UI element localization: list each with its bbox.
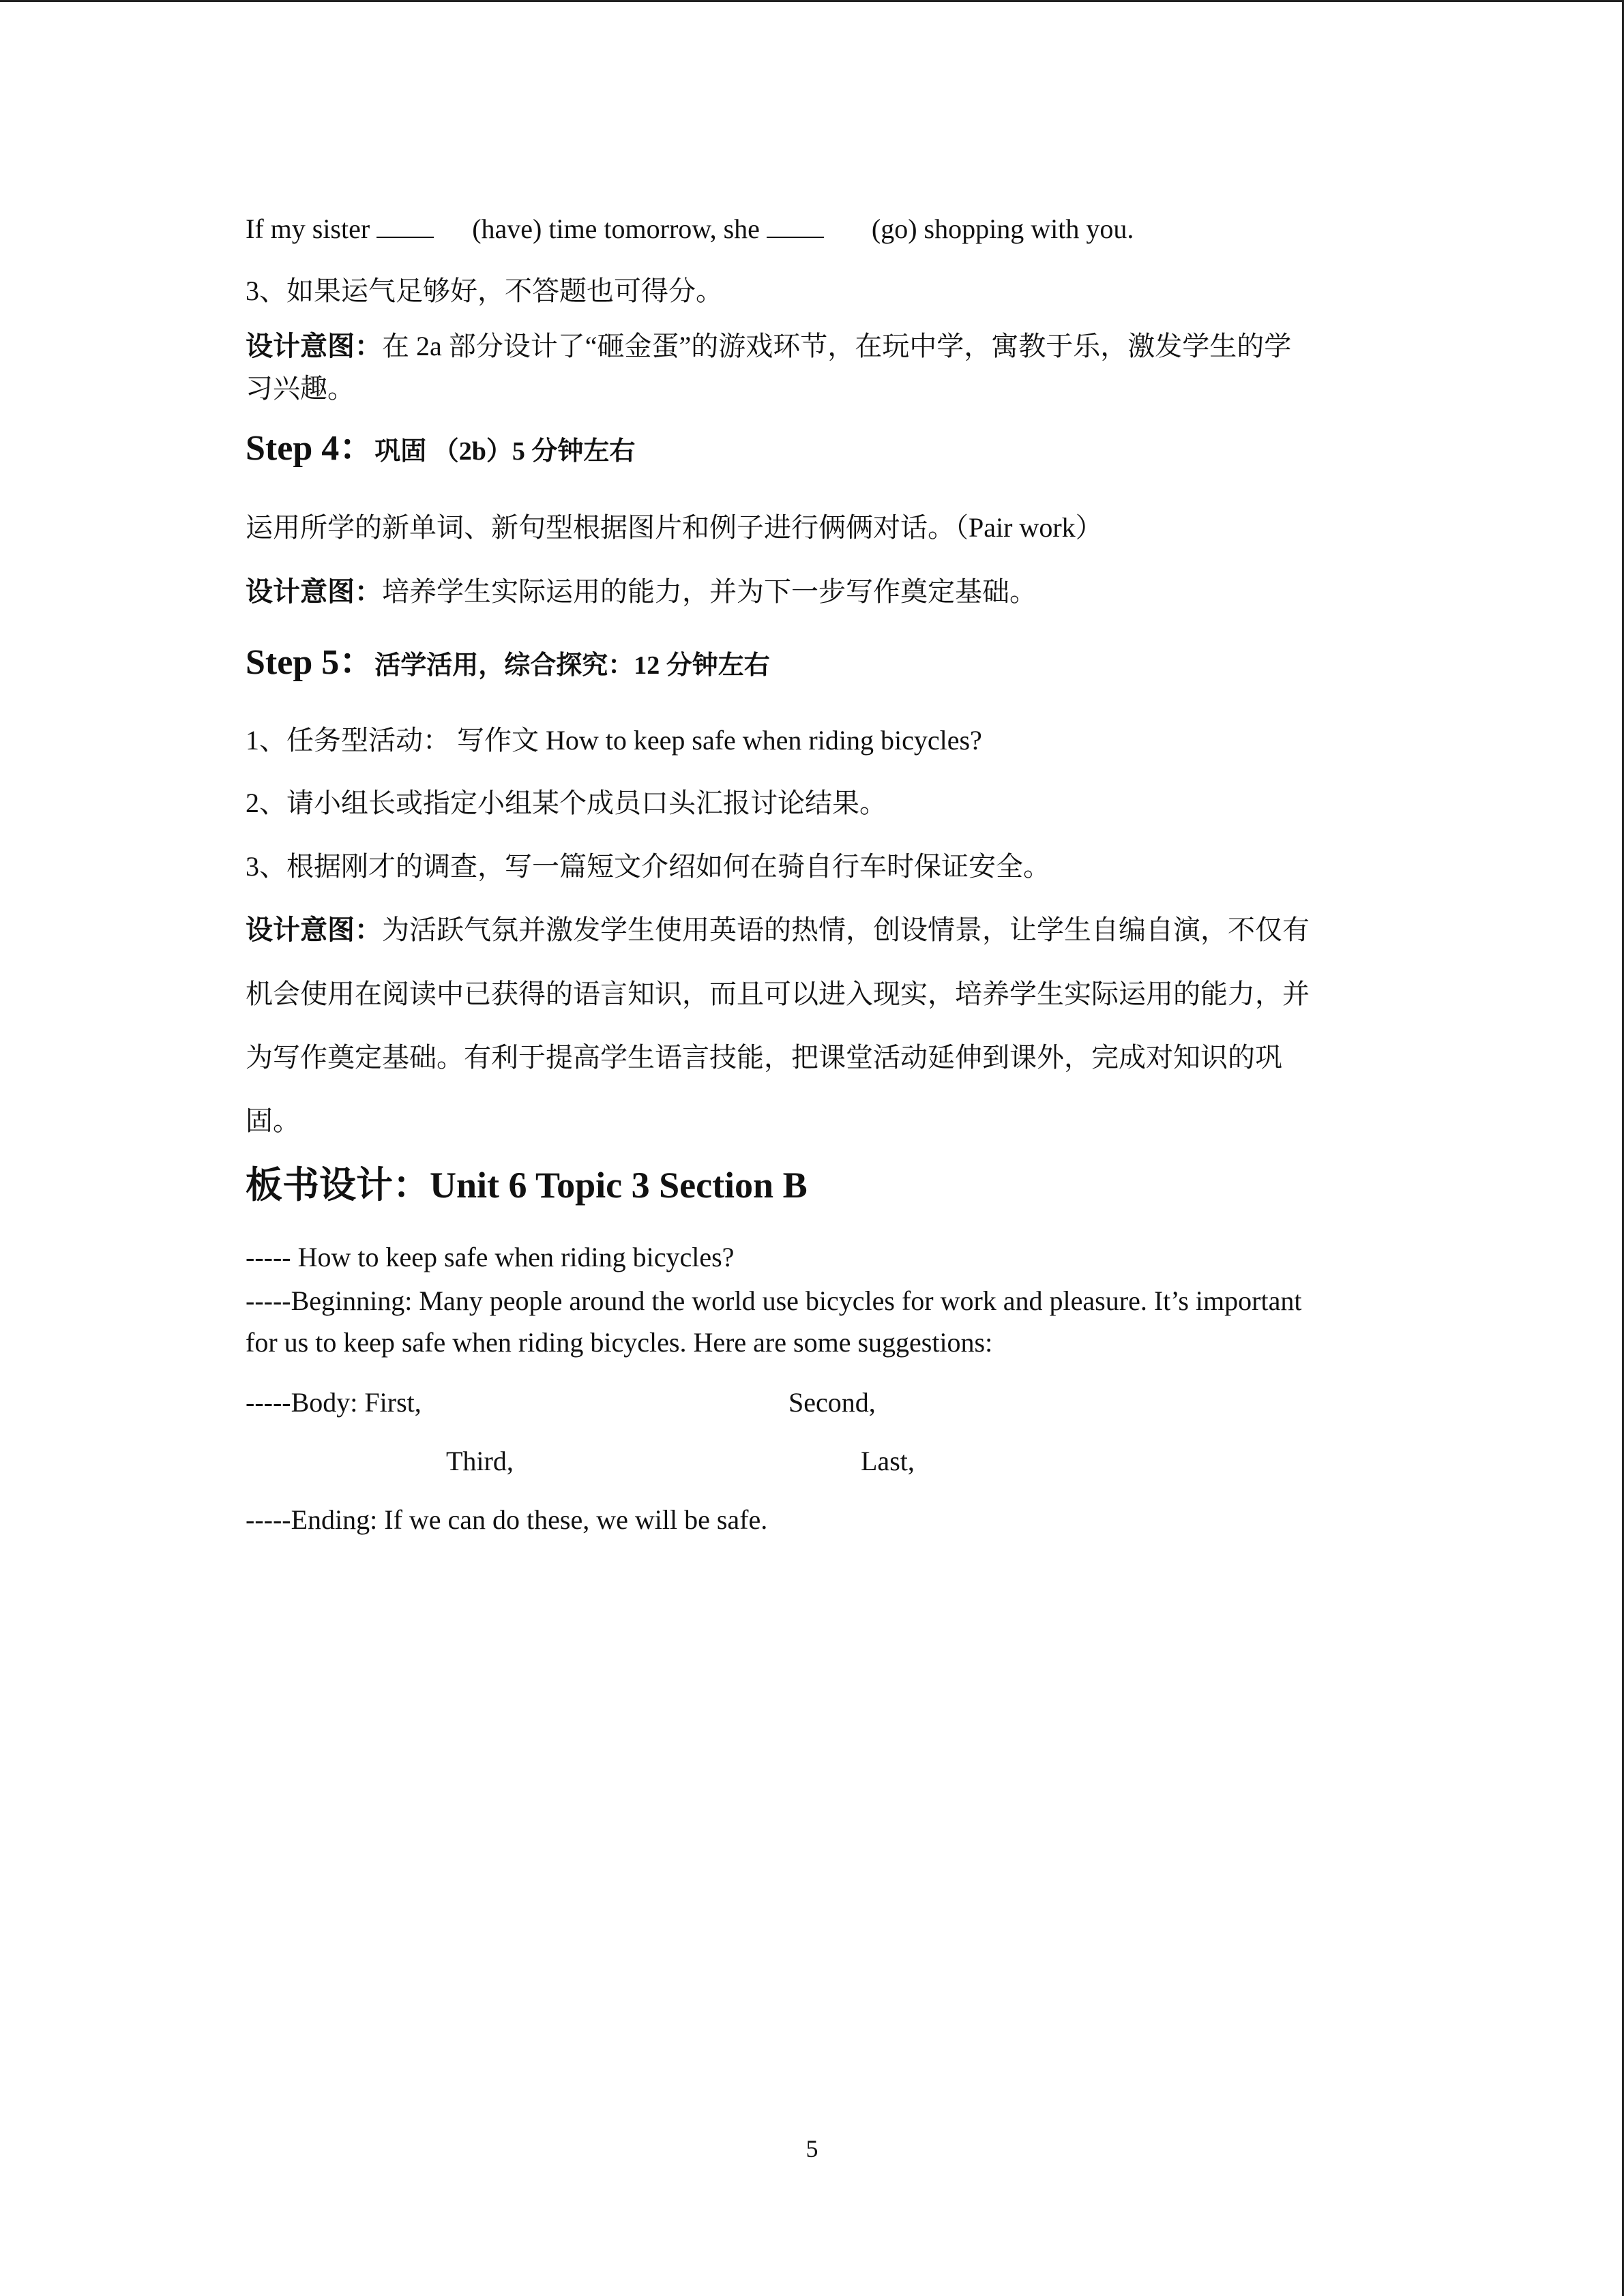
board-heading: [246, 1165, 808, 1206]
board-title-cn: 板书设计：: [246, 1165, 430, 1206]
rule-3: 3、如果运气足够好，不答题也可得分。: [246, 275, 723, 306]
board-line-3: for us to keep safe when riding bicycles. Here are some suggestions:: [246, 1327, 993, 1358]
step5-item-2: 2、请小组长或指定小组某个成员口头汇报讨论结果。: [246, 788, 887, 818]
step4-title: Step 4：: [246, 429, 375, 468]
exercise-sentence: [246, 213, 1134, 245]
exercise-part1: If my sister: [246, 213, 370, 244]
board-second: Second,: [788, 1387, 876, 1418]
step5-intent: [246, 914, 1310, 946]
step5-item-3: 3、根据刚才的调查，写一篇短文介绍如何在骑自行车时保证安全。: [246, 851, 1050, 882]
step5-subtitle: 活学活用，综合探究：12 分钟左右: [374, 651, 770, 680]
step4-description: 运用所学的新单词、新句型根据图片和例子进行俩俩对话。（Pair work）: [246, 512, 1103, 543]
step4-intent-text: 培养学生实际运用的能力，并为下一步写作奠定基础。: [382, 576, 1037, 607]
step5-intent-label: 设计意图：: [246, 914, 382, 945]
blank-have: [377, 213, 434, 238]
step5-title: Step 5：: [246, 643, 375, 682]
page-number: 5: [806, 2135, 818, 2162]
step5-intent-line1: 为活跃气氛并激发学生使用英语的热情，创设情景，让学生自编自演，不仅有: [382, 914, 1310, 945]
step5-intent-line2: 机会使用在阅读中已获得的语言知识，而且可以进入现实，培养学生实际运用的能力，并: [246, 979, 1310, 1009]
step4-intent: [246, 576, 1037, 608]
board-last: Last,: [861, 1446, 915, 1476]
page-top-border: [0, 0, 1624, 2]
step4-intent-label: 设计意图：: [246, 576, 382, 607]
step5-intent-line3: 为写作奠定基础。有利于提高学生语言技能，把课堂活动延伸到课外，完成对知识的巩: [246, 1042, 1282, 1073]
design-intent-1: [246, 330, 1291, 363]
exercise-part2: (have) time tomorrow, she: [472, 213, 760, 244]
blank-go: [767, 213, 824, 238]
step5-intent-line4: 固。: [246, 1105, 300, 1136]
exercise-part3: (go) shopping with you.: [871, 213, 1134, 244]
design-intent-label: 设计意图：: [246, 331, 382, 361]
design-intent-text: 在 2a 部分设计了“砸金蛋”的游戏环节，在玩中学，寓教于乐，激发学生的学: [382, 331, 1292, 361]
board-line-2: -----Beginning: Many people around the world use bicycles for work and pleasure. It’s important: [246, 1285, 1302, 1316]
step4-heading: [246, 429, 636, 468]
board-ending: -----Ending: If we can do these, we will be safe.: [246, 1504, 768, 1535]
step5-item-1: 1、任务型活动： 写作文 How to keep safe when riding bicycles?: [246, 725, 982, 756]
board-third: Third,: [446, 1446, 514, 1476]
design-intent-1-cont: 习兴趣。: [246, 373, 355, 404]
board-line-1: ----- How to keep safe when riding bicycles?: [246, 1242, 735, 1272]
board-title-en: Unit 6 Topic 3 Section B: [430, 1165, 808, 1206]
step4-subtitle: 巩固 （2b）5 分钟左右: [374, 437, 636, 466]
board-body-label: -----Body: First,: [246, 1387, 422, 1418]
step5-heading: [246, 643, 770, 682]
